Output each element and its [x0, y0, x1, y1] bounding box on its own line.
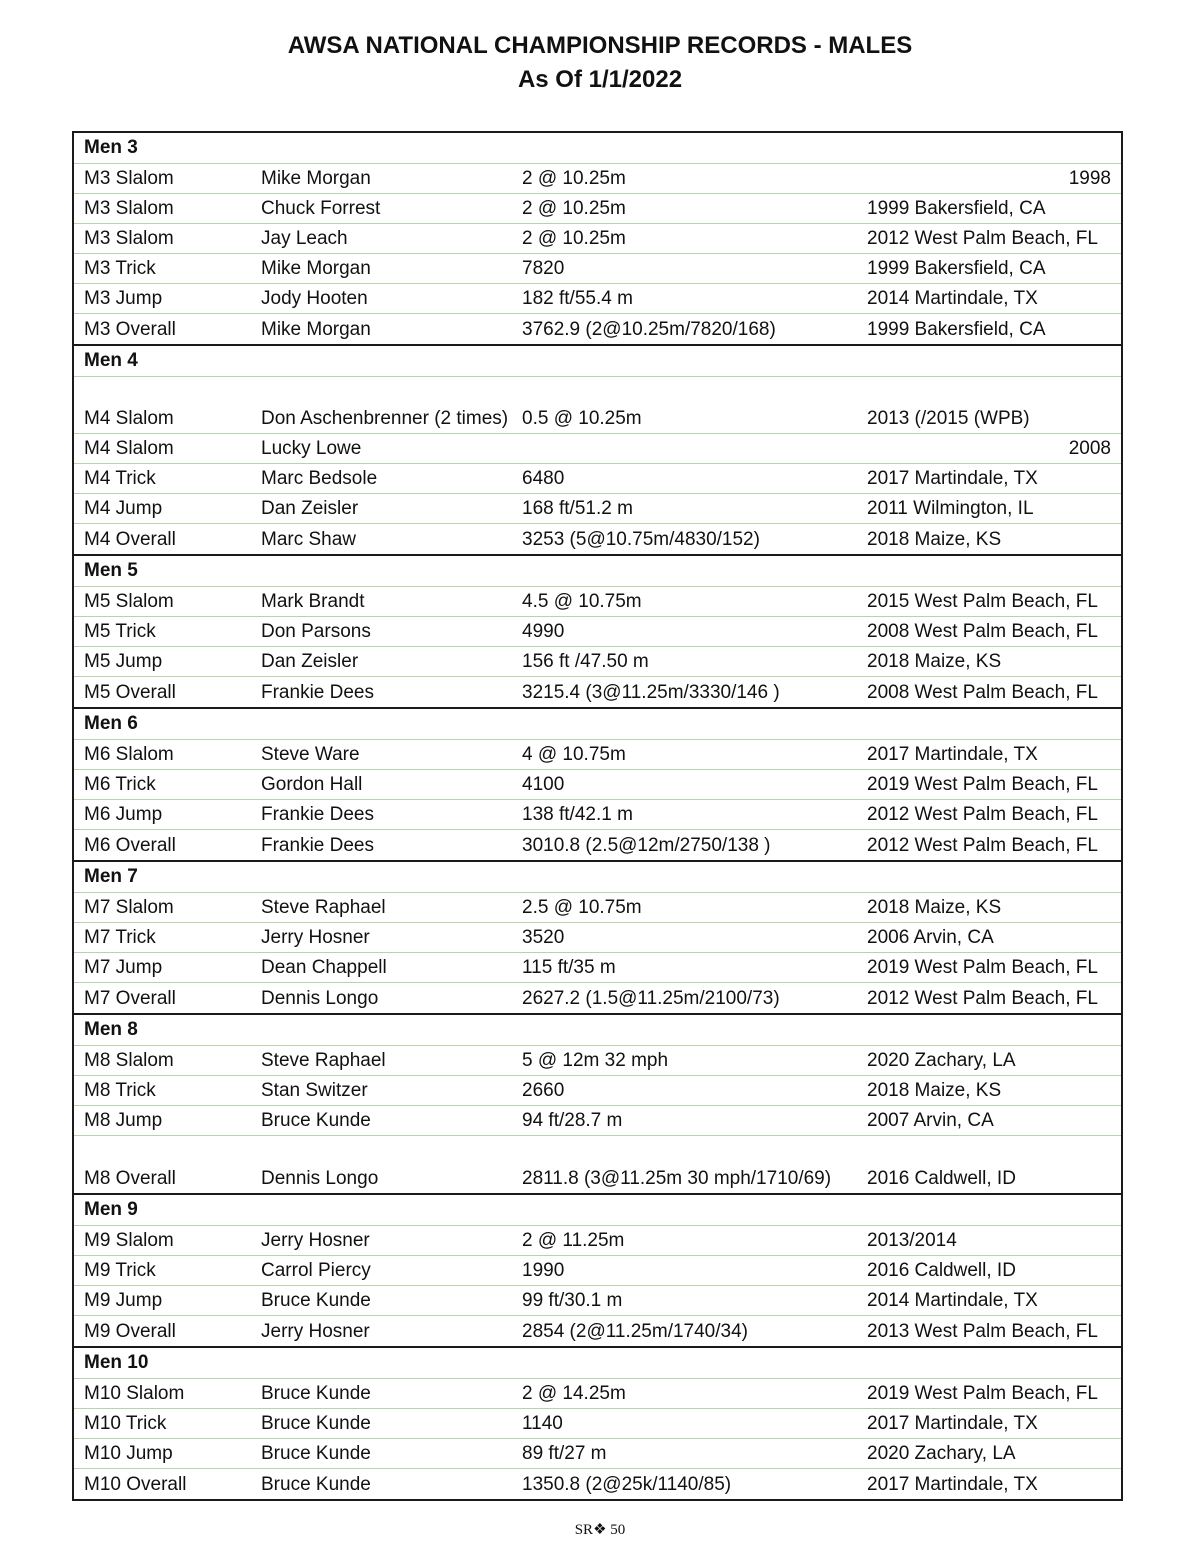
table-row	[74, 314, 1121, 344]
record-score-cell: 2 @ 10.25m	[522, 198, 626, 219]
event-cell: M7 Jump	[84, 957, 163, 978]
year-location-cell: 2015 West Palm Beach, FL	[867, 591, 1098, 612]
table-row	[74, 1316, 1121, 1346]
year-location-cell: 1998	[1068, 168, 1111, 189]
event-cell: M5 Slalom	[84, 591, 174, 612]
year-location-cell: 2013 (/2015 (WPB)	[867, 408, 1030, 429]
year-location-cell: 1999 Bakersfield, CA	[867, 319, 1046, 340]
event-cell: M3 Slalom	[84, 198, 174, 219]
record-score-cell: 2.5 @ 10.75m	[522, 897, 642, 918]
event-cell: M4 Slalom	[84, 408, 174, 429]
table-row	[74, 953, 1121, 983]
group-heading: Men 5	[74, 556, 1121, 587]
record-score-cell: 168 ft/51.2 m	[522, 498, 633, 519]
record-score-cell: 2 @ 11.25m	[522, 1230, 625, 1251]
event-cell: M8 Overall	[84, 1168, 176, 1189]
event-cell: M3 Overall	[84, 319, 176, 340]
table-row	[74, 194, 1121, 224]
group-heading: Men 6	[74, 709, 1121, 740]
record-score-cell: 4 @ 10.75m	[522, 744, 626, 765]
record-group	[74, 133, 1121, 344]
record-score-cell: 2 @ 10.25m	[522, 228, 626, 249]
skier-name-cell: Mark Brandt	[261, 591, 365, 612]
event-cell: M3 Trick	[84, 258, 156, 279]
year-location-cell: 2018 Maize, KS	[867, 529, 1002, 550]
event-cell: M6 Trick	[84, 774, 156, 795]
record-score-cell: 3520	[522, 927, 565, 948]
record-score-cell: 7820	[522, 258, 565, 279]
record-score-cell: 3010.8 (2.5@12m/2750/138 )	[522, 835, 771, 856]
record-group	[74, 707, 1121, 860]
year-location-cell: 2008 West Palm Beach, FL	[867, 621, 1098, 642]
table-row	[74, 434, 1121, 464]
table-row	[74, 1046, 1121, 1076]
skier-name-cell: Mike Morgan	[261, 258, 371, 279]
skier-name-cell: Dan Zeisler	[261, 498, 359, 519]
skier-name-cell: Dennis Longo	[261, 1168, 379, 1189]
skier-name-cell: Dan Zeisler	[261, 651, 359, 672]
skier-name-cell: Bruce Kunde	[261, 1413, 371, 1434]
table-row	[74, 1226, 1121, 1256]
event-cell: M3 Jump	[84, 288, 163, 309]
record-score-cell: 2854 (2@11.25m/1740/34)	[522, 1321, 748, 1342]
year-location-cell: 1999 Bakersfield, CA	[867, 198, 1046, 219]
event-cell: M10 Slalom	[84, 1383, 185, 1404]
year-location-cell: 2008 West Palm Beach, FL	[867, 682, 1098, 703]
table-row	[74, 377, 1121, 434]
year-location-cell: 2012 West Palm Beach, FL	[867, 988, 1098, 1009]
record-score-cell: 1990	[522, 1260, 565, 1281]
page-subtitle: As Of 1/1/2022	[517, 66, 683, 93]
records-table	[72, 131, 1123, 1501]
record-score-cell: 2627.2 (1.5@11.25m/2100/73)	[522, 988, 780, 1009]
skier-name-cell: Carrol Piercy	[261, 1260, 371, 1281]
event-cell: M10 Jump	[84, 1443, 173, 1464]
group-heading: Men 4	[74, 346, 1121, 377]
year-location-cell: 2014 Martindale, TX	[867, 288, 1038, 309]
year-location-cell: 2017 Martindale, TX	[867, 1413, 1038, 1434]
year-location-cell: 2019 West Palm Beach, FL	[867, 1383, 1098, 1404]
year-location-cell: 2006 Arvin, CA	[867, 927, 994, 948]
skier-name-cell: Frankie Dees	[261, 804, 374, 825]
event-cell: M10 Trick	[84, 1413, 167, 1434]
table-row	[74, 770, 1121, 800]
skier-name-cell: Gordon Hall	[261, 774, 363, 795]
year-location-cell: 2013 West Palm Beach, FL	[867, 1321, 1098, 1342]
record-score-cell: 1350.8 (2@25k/1140/85)	[522, 1474, 732, 1495]
group-heading: Men 7	[74, 862, 1121, 893]
year-location-cell: 2012 West Palm Beach, FL	[867, 804, 1098, 825]
page-footer: SR❖ 50	[574, 1522, 626, 1538]
skier-name-cell: Frankie Dees	[261, 835, 374, 856]
skier-name-cell: Mike Morgan	[261, 168, 371, 189]
event-cell: M7 Overall	[84, 988, 176, 1009]
skier-name-cell: Frankie Dees	[261, 682, 374, 703]
year-location-cell: 2019 West Palm Beach, FL	[867, 774, 1098, 795]
skier-name-cell: Jerry Hosner	[261, 927, 370, 948]
skier-name-cell: Bruce Kunde	[261, 1290, 371, 1311]
record-score-cell: 2 @ 10.25m	[522, 168, 626, 189]
record-score-cell: 0.5 @ 10.25m	[522, 408, 642, 429]
year-location-cell: 2011 Wilmington, IL	[867, 498, 1034, 519]
table-row	[74, 284, 1121, 314]
year-location-cell: 2012 West Palm Beach, FL	[867, 228, 1098, 249]
event-cell: M9 Jump	[84, 1290, 163, 1311]
table-row	[74, 1256, 1121, 1286]
record-group	[74, 1346, 1121, 1499]
record-score-cell: 3253 (5@10.75m/4830/152)	[522, 529, 760, 550]
year-location-cell: 2018 Maize, KS	[867, 651, 1002, 672]
skier-name-cell: Chuck Forrest	[261, 198, 381, 219]
record-score-cell: 182 ft/55.4 m	[522, 288, 633, 309]
event-cell: M4 Slalom	[84, 438, 174, 459]
record-score-cell: 115 ft/35 m	[522, 957, 616, 978]
year-location-cell: 1999 Bakersfield, CA	[867, 258, 1046, 279]
table-row	[74, 1439, 1121, 1469]
record-score-cell: 4.5 @ 10.75m	[522, 591, 642, 612]
year-location-cell: 2013/2014	[867, 1230, 957, 1251]
skier-name-cell: Don Aschenbrenner (2 times)	[261, 408, 509, 429]
page-title: AWSA NATIONAL CHAMPIONSHIP RECORDS - MALES	[287, 32, 913, 59]
record-group	[74, 554, 1121, 707]
skier-name-cell: Mike Morgan	[261, 319, 371, 340]
event-cell: M5 Trick	[84, 621, 156, 642]
year-location-cell: 2017 Martindale, TX	[867, 744, 1038, 765]
event-cell: M8 Jump	[84, 1110, 163, 1131]
event-cell: M6 Overall	[84, 835, 176, 856]
table-row	[74, 647, 1121, 677]
table-row	[74, 677, 1121, 707]
record-score-cell: 2 @ 14.25m	[522, 1383, 626, 1404]
event-cell: M5 Overall	[84, 682, 176, 703]
year-location-cell: 2017 Martindale, TX	[867, 1474, 1038, 1495]
year-location-cell: 2007 Arvin, CA	[867, 1110, 994, 1131]
record-score-cell: 4100	[522, 774, 565, 795]
skier-name-cell: Bruce Kunde	[261, 1443, 371, 1464]
event-cell: M9 Trick	[84, 1260, 156, 1281]
table-row	[74, 800, 1121, 830]
table-row	[74, 830, 1121, 860]
skier-name-cell: Jay Leach	[261, 228, 348, 249]
record-score-cell: 5 @ 12m 32 mph	[522, 1050, 669, 1071]
year-location-cell: 2018 Maize, KS	[867, 1080, 1002, 1101]
record-score-cell: 89 ft/27 m	[522, 1443, 607, 1464]
skier-name-cell: Stan Switzer	[261, 1080, 368, 1101]
table-row	[74, 1286, 1121, 1316]
table-row	[74, 524, 1121, 554]
table-row	[74, 617, 1121, 647]
table-row	[74, 587, 1121, 617]
year-location-cell: 2019 West Palm Beach, FL	[867, 957, 1098, 978]
record-score-cell: 138 ft/42.1 m	[522, 804, 633, 825]
event-cell: M10 Overall	[84, 1474, 187, 1495]
event-cell: M7 Slalom	[84, 897, 174, 918]
group-heading: Men 8	[74, 1015, 1121, 1046]
group-heading: Men 10	[74, 1348, 1121, 1379]
event-cell: M4 Overall	[84, 529, 176, 550]
record-score-cell: 6480	[522, 468, 565, 489]
year-location-cell: 2017 Martindale, TX	[867, 468, 1038, 489]
table-row	[74, 893, 1121, 923]
skier-name-cell: Dennis Longo	[261, 988, 379, 1009]
event-cell: M8 Slalom	[84, 1050, 174, 1071]
event-cell: M4 Jump	[84, 498, 163, 519]
record-group	[74, 1013, 1121, 1193]
year-location-cell: 2018 Maize, KS	[867, 897, 1002, 918]
year-location-cell: 2020 Zachary, LA	[867, 1050, 1016, 1071]
table-row	[74, 983, 1121, 1013]
record-score-cell: 94 ft/28.7 m	[522, 1110, 623, 1131]
skier-name-cell: Jerry Hosner	[261, 1230, 370, 1251]
skier-name-cell: Marc Bedsole	[261, 468, 378, 489]
skier-name-cell: Jody Hooten	[261, 288, 368, 309]
skier-name-cell: Dean Chappell	[261, 957, 387, 978]
skier-name-cell: Steve Raphael	[261, 897, 386, 918]
record-score-cell: 4990	[522, 621, 565, 642]
table-row	[74, 1379, 1121, 1409]
group-heading: Men 9	[74, 1195, 1121, 1226]
table-row	[74, 164, 1121, 194]
year-location-cell: 2008	[1068, 438, 1111, 459]
record-score-cell: 3215.4 (3@11.25m/3330/146 )	[522, 682, 780, 703]
skier-name-cell: Don Parsons	[261, 621, 371, 642]
skier-name-cell: Bruce Kunde	[261, 1383, 371, 1404]
group-heading: Men 3	[74, 133, 1121, 164]
event-cell: M4 Trick	[84, 468, 156, 489]
year-location-cell: 2020 Zachary, LA	[867, 1443, 1016, 1464]
table-row	[74, 1076, 1121, 1106]
skier-name-cell: Steve Raphael	[261, 1050, 386, 1071]
record-score-cell: 156 ft /47.50 m	[522, 651, 649, 672]
table-row	[74, 224, 1121, 254]
skier-name-cell: Bruce Kunde	[261, 1110, 371, 1131]
event-cell: M3 Slalom	[84, 228, 174, 249]
table-row	[74, 1409, 1121, 1439]
table-row	[74, 740, 1121, 770]
skier-name-cell: Steve Ware	[261, 744, 360, 765]
table-row	[74, 254, 1121, 284]
event-cell: M7 Trick	[84, 927, 156, 948]
skier-name-cell: Bruce Kunde	[261, 1474, 371, 1495]
event-cell: M6 Slalom	[84, 744, 174, 765]
record-group	[74, 860, 1121, 1013]
skier-name-cell: Lucky Lowe	[261, 438, 362, 459]
table-row	[74, 1469, 1121, 1499]
year-location-cell: 2016 Caldwell, ID	[867, 1260, 1016, 1281]
year-location-cell: 2014 Martindale, TX	[867, 1290, 1038, 1311]
event-cell: M5 Jump	[84, 651, 163, 672]
record-group	[74, 1193, 1121, 1346]
table-row	[74, 1106, 1121, 1136]
table-row	[74, 1136, 1121, 1193]
skier-name-cell: Marc Shaw	[261, 529, 357, 550]
table-row	[74, 464, 1121, 494]
record-score-cell: 3762.9 (2@10.25m/7820/168)	[522, 319, 776, 340]
event-cell: M9 Overall	[84, 1321, 176, 1342]
record-group	[74, 344, 1121, 554]
record-score-cell: 2660	[522, 1080, 565, 1101]
year-location-cell: 2016 Caldwell, ID	[867, 1168, 1016, 1189]
table-row	[74, 494, 1121, 524]
year-location-cell: 2012 West Palm Beach, FL	[867, 835, 1098, 856]
event-cell: M9 Slalom	[84, 1230, 174, 1251]
record-score-cell: 1140	[522, 1413, 563, 1434]
record-score-cell: 2811.8 (3@11.25m 30 mph/1710/69)	[522, 1168, 832, 1189]
event-cell: M8 Trick	[84, 1080, 156, 1101]
record-score-cell: 99 ft/30.1 m	[522, 1290, 623, 1311]
table-row	[74, 923, 1121, 953]
event-cell: M6 Jump	[84, 804, 163, 825]
skier-name-cell: Jerry Hosner	[261, 1321, 370, 1342]
event-cell: M3 Slalom	[84, 168, 174, 189]
